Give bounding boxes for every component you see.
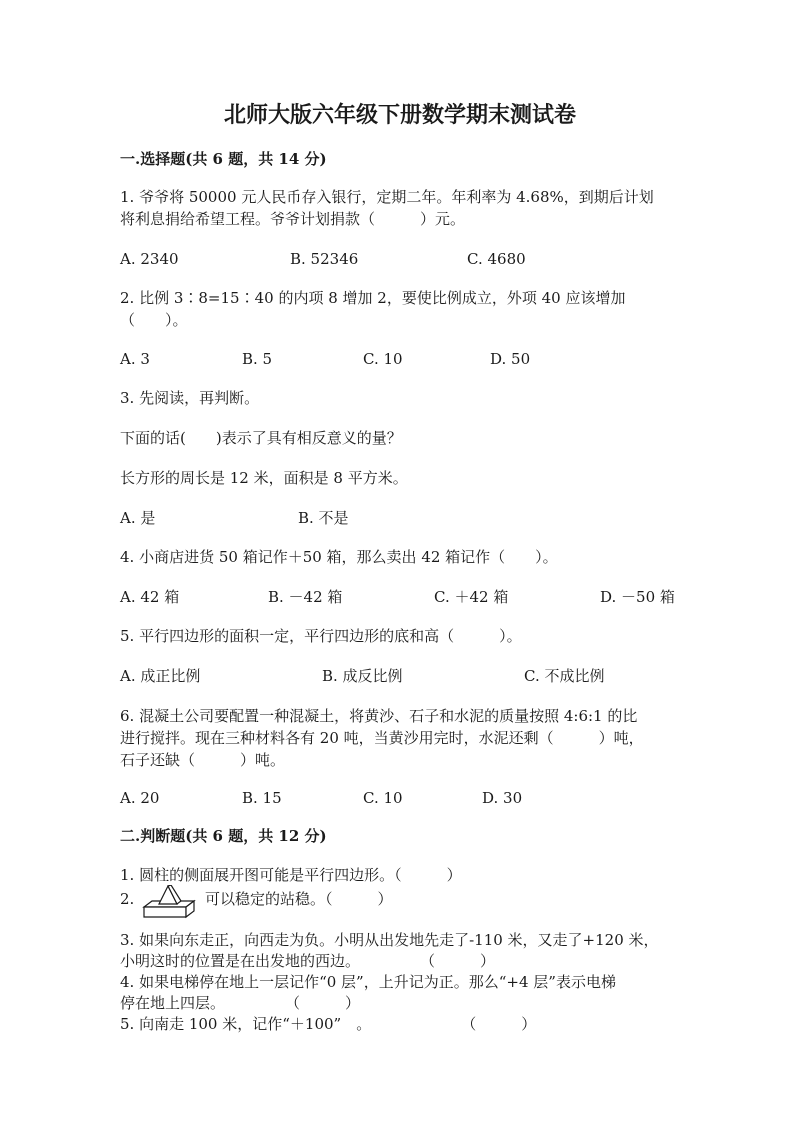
- option-d: D. 30: [482, 789, 523, 807]
- section-heading-choice: 一.选择题(共 6 题，共 14 分): [120, 150, 327, 168]
- option-b: B. 不是: [298, 509, 349, 527]
- judgement-item: 1. 圆柱的侧面展开图可能是平行四边形。（ ）: [120, 866, 462, 884]
- option-b: B. 52346: [290, 250, 359, 268]
- option-a: A. 2340: [120, 250, 179, 268]
- triangular-block-figure: [138, 885, 198, 921]
- option-c: C. ＋42 箱: [434, 588, 509, 606]
- question-text: 6. 混凝土公司要配置一种混凝土，将黄沙、石子和水泥的质量按照 4:6:1 的比: [120, 707, 638, 725]
- option-b: B. －42 箱: [268, 588, 343, 606]
- question-text: 5. 平行四边形的面积一定，平行四边形的底和高（ ）。: [120, 627, 522, 645]
- page-title: 北师大版六年级下册数学期末测试卷: [223, 102, 576, 128]
- option-b: B. 成反比例: [322, 667, 403, 685]
- section-heading-judgement: 二.判断题(共 6 题，共 12 分): [120, 827, 327, 845]
- option-a: A. 是: [120, 509, 156, 527]
- question-text: 4. 小商店进货 50 箱记作＋50 箱，那么卖出 42 箱记作（ ）。: [120, 548, 558, 566]
- option-d: D. －50 箱: [600, 588, 675, 606]
- judgement-item: 4. 如果电梯停在地上一层记作“0 层”，上升记为正。那么“+4 层”表示电梯: [120, 973, 616, 991]
- judgement-number: 2.: [120, 890, 135, 908]
- question-text: 进行搅拌。现在三种材料各有 20 吨，当黄沙用完时，水泥还剩（ ）吨，: [120, 729, 644, 747]
- option-b: B. 15: [242, 789, 282, 807]
- option-c: C. 10: [363, 350, 403, 368]
- question-text: 下面的话( )表示了具有相反意义的量？: [120, 429, 402, 447]
- option-a: A. 成正比例: [120, 667, 201, 685]
- question-text: 石子还缺（ ）吨。: [120, 751, 286, 769]
- option-a: A. 3: [120, 350, 150, 368]
- option-c: C. 10: [363, 789, 403, 807]
- question-text: 将利息捐给希望工程。爷爷计划捐款（ ）元。: [120, 210, 466, 228]
- option-c: C. 4680: [467, 250, 526, 268]
- judgement-item: 5. 向南走 100 米，记作“＋100” 。 （ ）: [120, 1015, 537, 1033]
- question-text: （ ）。: [120, 311, 188, 329]
- question-text: 3. 先阅读，再判断。: [120, 389, 260, 407]
- option-b: B. 5: [242, 350, 273, 368]
- judgement-item: 可以稳定的站稳。（ ）: [205, 890, 393, 908]
- option-d: D. 50: [490, 350, 531, 368]
- question-text: 1. 爷爷将 50000 元人民币存入银行，定期二年。年利率为 4.68%，到期后计划: [120, 188, 654, 206]
- option-a: A. 20: [120, 789, 160, 807]
- question-text: 长方形的周长是 12 米，面积是 8 平方米。: [120, 469, 408, 487]
- judgement-item: 3. 如果向东走正，向西走为负。小明从出发地先走了-110 米，又走了+120 米，: [120, 931, 659, 949]
- option-a: A. 42 箱: [120, 588, 180, 606]
- question-text: 2. 比例 3∶8=15∶40 的内项 8 增加 2，要使比例成立，外项 40 应该增加: [120, 289, 626, 307]
- option-c: C. 不成比例: [524, 667, 605, 685]
- judgement-item: 停在地上四层。 （ ）: [120, 994, 361, 1012]
- judgement-item: 小明这时的位置是在出发地的西边。 （ ）: [120, 952, 496, 970]
